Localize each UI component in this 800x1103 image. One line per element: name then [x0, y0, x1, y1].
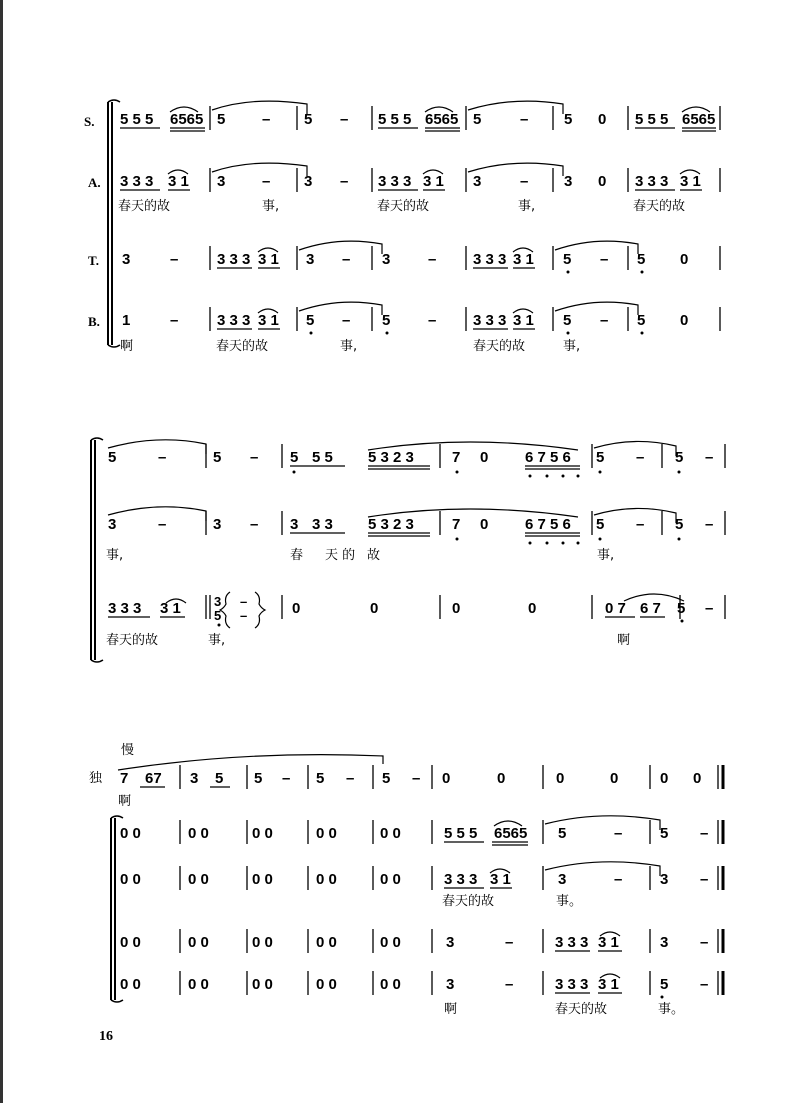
dash: –: [240, 608, 248, 623]
dash: –: [170, 312, 179, 329]
rest-pair: 0 0: [120, 871, 141, 888]
dash: –: [700, 976, 709, 993]
label-soprano: S.: [84, 114, 95, 129]
note-group: 3 3 3: [217, 251, 251, 268]
solo-lyric: 啊: [118, 794, 132, 809]
note-group: 5 5 5: [444, 825, 478, 842]
dash: –: [705, 600, 714, 617]
rest-pair: 0 0: [316, 934, 337, 951]
note: 5: [213, 449, 222, 466]
note-group: 3 1: [258, 251, 279, 268]
dash: –: [250, 516, 259, 533]
dash: –: [614, 825, 623, 842]
note: 5: [290, 449, 299, 466]
dash: –: [614, 871, 623, 888]
lyric: 春天的故: [555, 1002, 608, 1017]
dash: –: [262, 111, 271, 128]
lyric: 事,: [563, 339, 581, 354]
note-group: 6565: [425, 111, 459, 128]
note: 7: [452, 449, 461, 466]
lyric: 事。: [658, 1002, 685, 1017]
lyric: 啊: [444, 1002, 458, 1017]
rest: 0: [680, 312, 689, 329]
label-bass: B.: [88, 314, 100, 329]
barlines-s1: [210, 106, 720, 331]
system-brace-3: [111, 818, 115, 1000]
lyric: 春天的故: [118, 199, 171, 214]
lyric: 天 的: [325, 548, 356, 563]
note: 5: [215, 770, 224, 787]
rest: 0: [598, 111, 607, 128]
note: 1: [122, 312, 131, 329]
note-group: 6565: [682, 111, 716, 128]
note-group: 3 3 3: [378, 173, 412, 190]
dash: –: [262, 173, 271, 190]
dash: –: [700, 825, 709, 842]
label-solo: 独: [89, 771, 103, 786]
rest-pair: 0 0: [120, 825, 141, 842]
dash: –: [342, 251, 351, 268]
lyric: 事,: [106, 548, 124, 563]
rest: 0: [370, 600, 379, 617]
chord-bottom: 5: [214, 608, 222, 623]
rest-pair: 0 0: [252, 976, 273, 993]
system-brace-2: [91, 440, 95, 660]
note: 3: [108, 516, 117, 533]
note-group: 3 1: [513, 312, 534, 329]
dash: –: [505, 976, 514, 993]
note: 3: [304, 173, 313, 190]
rest: 0: [556, 770, 565, 787]
dash: –: [412, 770, 421, 787]
note-group: 3 3 3: [473, 312, 507, 329]
note: 5: [660, 976, 669, 993]
note-group: 5 3 2 3: [368, 449, 414, 466]
dash: –: [240, 594, 248, 609]
note: 5: [563, 251, 572, 268]
note-group: 6565: [170, 111, 204, 128]
note: 5: [564, 111, 573, 128]
lyric: 故: [367, 548, 381, 563]
rest: 0: [680, 251, 689, 268]
note: 3: [558, 871, 567, 888]
system-brace-hook: [108, 100, 120, 347]
rest-pair: 0 0: [188, 871, 209, 888]
rest-pair: 0 0: [316, 976, 337, 993]
rest-pair: 0 0: [120, 934, 141, 951]
note: 5: [306, 312, 315, 329]
note: 5: [108, 449, 117, 466]
note: 5: [596, 449, 605, 466]
ties-s1: [168, 101, 710, 315]
note: 3: [660, 934, 669, 951]
note: 5: [637, 312, 646, 329]
rest: 0: [442, 770, 451, 787]
note-group: 3 1: [160, 600, 181, 617]
note-group: 3 3 3: [217, 312, 251, 329]
dash: –: [700, 871, 709, 888]
barlines-s2: [206, 444, 725, 619]
chord-top: 3: [214, 594, 222, 609]
note-group: 3 1: [490, 871, 511, 888]
note-group: 3 3: [312, 516, 333, 533]
lyric: 春天的故: [377, 199, 430, 214]
tempo-marking: 慢: [121, 743, 135, 758]
rest: 0: [693, 770, 702, 787]
solo-slur: [118, 755, 383, 770]
note: 5: [304, 111, 313, 128]
rest: 0: [292, 600, 301, 617]
dash: –: [428, 251, 437, 268]
note-group: 0 7: [605, 600, 626, 617]
lyric: 春: [290, 548, 304, 563]
note: 3: [306, 251, 315, 268]
rest-pair: 0 0: [380, 934, 401, 951]
note: 3: [446, 934, 455, 951]
note: 5: [677, 600, 686, 617]
dash: –: [705, 449, 714, 466]
underlines-s2: [108, 466, 665, 617]
dash: –: [170, 251, 179, 268]
lyric: 事,: [340, 339, 358, 354]
dash: –: [600, 312, 609, 329]
rest-pair: 0 0: [252, 871, 273, 888]
low-dots-s3: [661, 996, 664, 999]
note-group: 3 3 3: [473, 251, 507, 268]
rest-pair: 0 0: [380, 825, 401, 842]
note: 5: [473, 111, 482, 128]
note: 5: [382, 770, 391, 787]
note: 3: [290, 516, 299, 533]
note-group: 3 1: [598, 976, 619, 993]
note: 3: [122, 251, 131, 268]
note: 5: [675, 449, 684, 466]
rest: 0: [598, 173, 607, 190]
dash: –: [636, 449, 645, 466]
rest-pair: 0 0: [188, 976, 209, 993]
note: 3: [213, 516, 222, 533]
note-group: 6 7 5 6: [525, 449, 571, 466]
rest: 0: [660, 770, 669, 787]
dash: –: [158, 449, 167, 466]
dash: –: [250, 449, 259, 466]
dash: –: [346, 770, 355, 787]
page-number: 16: [99, 1029, 113, 1044]
rest-pair: 0 0: [316, 871, 337, 888]
lyric: 春天的故: [442, 894, 495, 909]
note-group: 3 1: [513, 251, 534, 268]
rest-pair: 0 0: [120, 976, 141, 993]
note-group: 5 5 5: [378, 111, 412, 128]
rest: 0: [452, 600, 461, 617]
dash: –: [636, 516, 645, 533]
system-brace-2-hook: [91, 438, 103, 662]
lyric: 啊: [120, 339, 134, 354]
note-group: 5 5: [312, 449, 333, 466]
note-group: 3 3 3: [555, 976, 589, 993]
label-alto: A.: [88, 175, 101, 190]
lyric: 事,: [262, 199, 280, 214]
note-group: 3 1: [168, 173, 189, 190]
dash: –: [158, 516, 167, 533]
note: 3: [446, 976, 455, 993]
note-group: 3 1: [423, 173, 444, 190]
note: 5: [382, 312, 391, 329]
note-group: 3 3 3: [555, 934, 589, 951]
dash: –: [340, 173, 349, 190]
note-group: 5 3 2 3: [368, 516, 414, 533]
note: 5: [558, 825, 567, 842]
rest: 0: [480, 449, 489, 466]
dash: –: [700, 934, 709, 951]
rest: 0: [480, 516, 489, 533]
note-group: 3 1: [258, 312, 279, 329]
underlines-s3: [140, 787, 622, 993]
note: 5: [217, 111, 226, 128]
note-group: 5 5 5: [635, 111, 669, 128]
note: 7: [452, 516, 461, 533]
dash: –: [340, 111, 349, 128]
note-group: 3 3 3: [108, 600, 142, 617]
note: 3: [473, 173, 482, 190]
dash: –: [342, 312, 351, 329]
system-brace-3-hook: [111, 816, 123, 1002]
note: 5: [675, 516, 684, 533]
rest: 0: [610, 770, 619, 787]
lyric: 事。: [556, 894, 583, 909]
dash: –: [428, 312, 437, 329]
lyric: 春天的故: [633, 199, 686, 214]
note-group: 6 7 5 6: [525, 516, 571, 533]
lyric: 啊: [617, 633, 631, 648]
rest-pair: 0 0: [380, 871, 401, 888]
lyric: 事,: [208, 633, 226, 648]
note-group: 6565: [494, 825, 528, 842]
lyric: 春天的故: [473, 339, 526, 354]
note-group: 3 3 3: [635, 173, 669, 190]
note: 7: [120, 770, 129, 787]
note: 5: [316, 770, 325, 787]
note-group: 5 5 5: [120, 111, 154, 128]
rest-pair: 0 0: [252, 825, 273, 842]
dash: –: [282, 770, 291, 787]
lyric: 事,: [597, 548, 615, 563]
rest: 0: [528, 600, 537, 617]
rest-pair: 0 0: [316, 825, 337, 842]
note: 5: [596, 516, 605, 533]
lyric: 春天的故: [216, 339, 269, 354]
dash: –: [705, 516, 714, 533]
note: 3: [564, 173, 573, 190]
rest: 0: [497, 770, 506, 787]
note: 3: [660, 871, 669, 888]
note-group: 3 1: [598, 934, 619, 951]
note-group: 67: [145, 770, 162, 787]
note-group: 3 3 3: [444, 871, 478, 888]
note: 5: [660, 825, 669, 842]
dash: –: [520, 173, 529, 190]
ties-s2: [108, 440, 684, 628]
note: 5: [254, 770, 263, 787]
rest-pair: 0 0: [380, 976, 401, 993]
note: 3: [217, 173, 226, 190]
note-group: 6 7: [640, 600, 661, 617]
rest-pair: 0 0: [252, 934, 273, 951]
system-brace: [108, 102, 112, 345]
note: 5: [563, 312, 572, 329]
note: 3: [190, 770, 199, 787]
dash: –: [600, 251, 609, 268]
note: 3: [382, 251, 391, 268]
rest-pair: 0 0: [188, 825, 209, 842]
label-tenor: T.: [88, 253, 99, 268]
rest-pair: 0 0: [188, 934, 209, 951]
underlines-s1: [120, 128, 716, 329]
note-group: 3 1: [680, 173, 701, 190]
dash: –: [505, 934, 514, 951]
note-group: 3 3 3: [120, 173, 154, 190]
dash: –: [520, 111, 529, 128]
note: 5: [637, 251, 646, 268]
lyric: 春天的故: [106, 633, 159, 648]
lyric: 事,: [518, 199, 536, 214]
